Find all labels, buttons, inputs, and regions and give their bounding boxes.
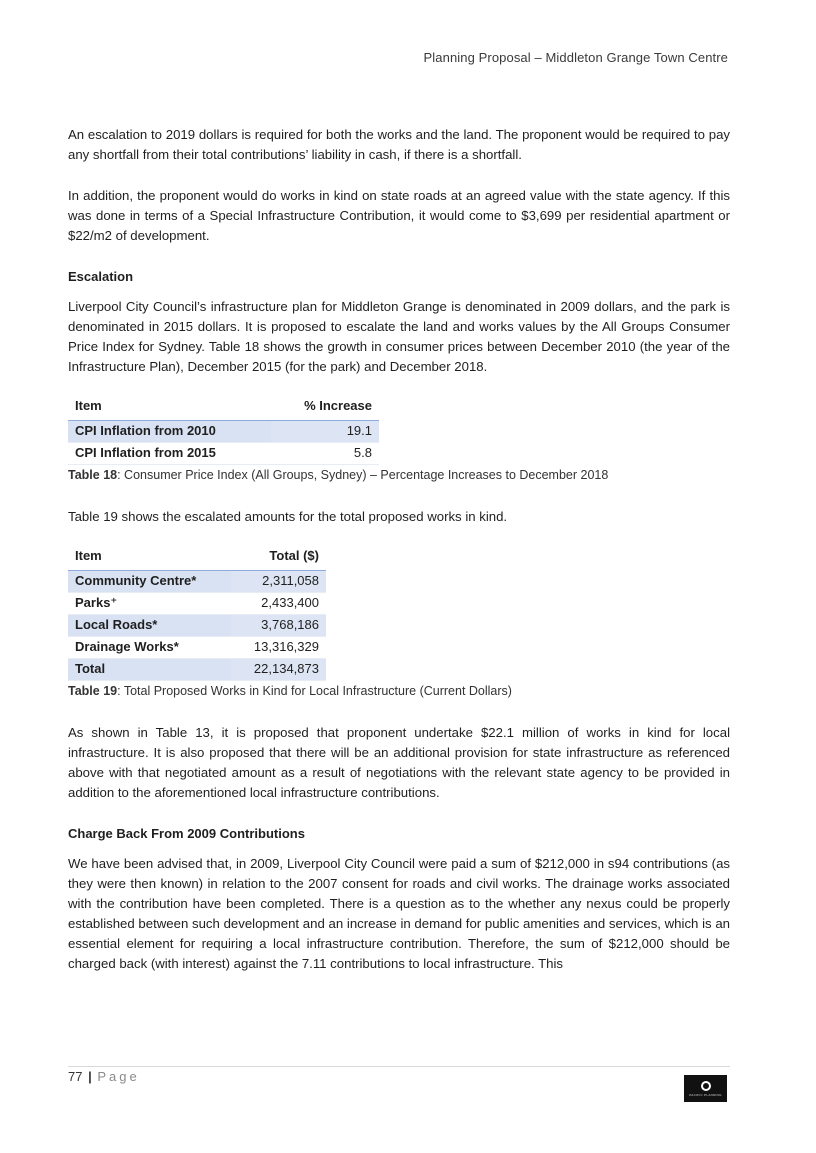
- table-19: [68, 543, 326, 681]
- table-cell-item: CPI Inflation from 2010: [68, 421, 271, 443]
- caption-label: Table 19: [68, 684, 118, 698]
- table-18-caption: [68, 467, 730, 483]
- table-cell-item: CPI Inflation from 2015: [68, 443, 271, 465]
- table-cell-value: 3,768,186: [231, 615, 326, 637]
- table-cell-item: Community Centre*: [68, 571, 231, 593]
- table-row: [68, 593, 326, 615]
- table-19-caption: [68, 683, 730, 699]
- page-body: [68, 125, 730, 995]
- table-cell-value: 5.8: [271, 443, 379, 465]
- table-cell-value: 2,311,058: [231, 571, 326, 593]
- table-cell-value: 2,433,400: [231, 593, 326, 615]
- table-cell-value: 13,316,329: [231, 637, 326, 659]
- table-cell-item: Local Roads*: [68, 615, 231, 637]
- section-heading-chargeback: Charge Back From 2009 Contributions: [68, 826, 305, 841]
- logo-text: PACIFIC PLANNING: [689, 1092, 722, 1097]
- paragraph: Table 19 shows the escalated amounts for the total proposed works in kind.: [68, 509, 508, 524]
- table-18: [68, 393, 379, 465]
- page-word: Page: [97, 1069, 140, 1084]
- company-logo: [684, 1075, 727, 1102]
- running-header: Planning Proposal – Middleton Grange Town Centre: [423, 50, 728, 65]
- page-number: [68, 1069, 140, 1084]
- paragraph: Liverpool City Council’s infrastructure plan for Middleton Grange is denominated in 2009 dollars, and the park is denominated in 2015 dollars. It is proposed to escalate the land and works values by the All Groups Consumer Price Index for Sydney. Table 18 shows the growth in consumer prices between December 2010 (the year of the Infrastructure Plan), December 2015 (for the park) and December 2018.: [68, 299, 730, 374]
- paragraph: In addition, the proponent would do works in kind on state roads at an agreed value with the state agency. If this was done in terms of a Special Infrastructure Contribution, it would come to $3,699 per residential apartment or $22/m2 of development.: [68, 188, 730, 243]
- page-separator: |: [88, 1069, 92, 1084]
- table-row: [68, 421, 379, 443]
- table-cell-value: 19.1: [271, 421, 379, 443]
- caption-text: : Consumer Price Index (All Groups, Sydney) – Percentage Increases to December 2018: [117, 468, 609, 482]
- table-row-total: [68, 659, 326, 681]
- table-cell-item: Drainage Works*: [68, 637, 231, 659]
- paragraph: We have been advised that, in 2009, Liverpool City Council were paid a sum of $212,000 in s94 contributions (as they were then known) in relation to the 2007 consent for roads and civil works. The drainage works associated with the contribution have been completed. There is a question as to the whether any nexus could be properly established between such development and an increase in demand for public amenities and services, which is an essential element for requiring a local infrastructure contribution. Therefore, the sum of $212,000 should be charged back (with interest) against the 7.11 contributions to local infrastructure. This: [68, 856, 730, 971]
- table-header-total: Total ($): [231, 543, 326, 571]
- paragraph: An escalation to 2019 dollars is required for both the works and the land. The proponent would be required to pay any shortfall from their total contributions’ liability in cash, if there is a shortfall.: [68, 127, 730, 162]
- table-header-item: Item: [68, 543, 231, 571]
- table-header-item: Item: [68, 393, 271, 421]
- caption-text: : Total Proposed Works in Kind for Local Infrastructure (Current Dollars): [117, 684, 512, 698]
- table-row: [68, 443, 379, 465]
- paragraph: As shown in Table 13, it is proposed that proponent undertake $22.1 million of works in kind for local infrastructure. It is also proposed that there will be an additional provision for state infrastructure as referenced above with that negotiated amount as a result of negotiations with the relevant state agency to be provided in addition to the aforementioned local infrastructure contributions.: [68, 725, 730, 800]
- section-heading-escalation: Escalation: [68, 269, 134, 284]
- table-header-increase: % Increase: [271, 393, 379, 421]
- table-row: [68, 637, 326, 659]
- caption-label: Table 18: [68, 468, 118, 482]
- page-number-value: 77: [68, 1069, 83, 1084]
- table-row: [68, 615, 326, 637]
- logo-icon: [701, 1081, 711, 1091]
- table-cell-item: Parks⁺: [68, 593, 231, 615]
- table-cell-value: 22,134,873: [231, 659, 326, 681]
- footer-rule: [68, 1066, 730, 1067]
- table-row: [68, 571, 326, 593]
- table-cell-item: Total: [68, 659, 231, 681]
